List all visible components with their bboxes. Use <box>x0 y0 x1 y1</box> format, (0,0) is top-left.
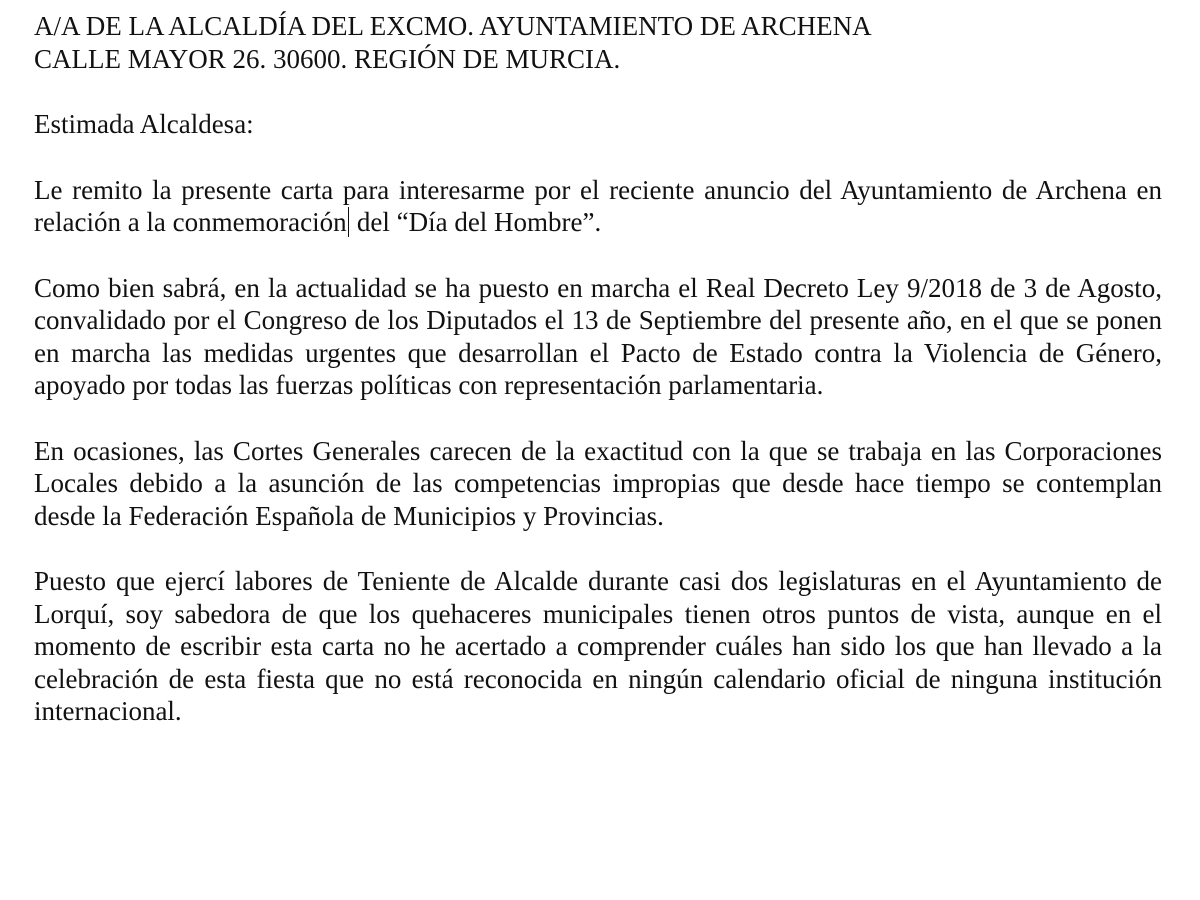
recipient-line: A/A DE LA ALCALDÍA DEL EXCMO. AYUNTAMIENTO DE ARCHENA <box>34 11 872 41</box>
letter-document <box>34 10 1162 728</box>
recipient-address <box>34 10 1162 75</box>
paragraph-1-text-after-cursor: del “Día del Hombre”. <box>350 207 602 237</box>
paragraph-1-text-before-cursor: Le remito la presente carta para interesarme por el reciente anuncio del Ayuntamiento de Archena en relación a la conmemoración <box>34 174 1162 237</box>
paragraph-1[interactable] <box>34 174 1162 239</box>
text-cursor <box>348 207 350 237</box>
paragraph-3[interactable]: En ocasiones, las Cortes Generales carecen de la exactitud con la que se trabaja en las Corporaciones Locales debido a la asunción de las competencias impropias que desde hace tiempo se contemplan desde la Federación Española de Municipios y Provincias. <box>34 435 1162 531</box>
address-line: CALLE MAYOR 26. 30600. REGIÓN DE MURCIA. <box>34 43 621 74</box>
paragraph-2[interactable]: Como bien sabrá, en la actualidad se ha puesto en marcha el Real Decreto Ley 9/2018 de 3 de Agosto, convalidado por el Congreso de los Diputados el 13 de Septiembre del presente año, en el que se ponen en marcha las medidas urgentes que desarrollan el Pacto de Estado contra la Violencia de Género, apoyado por todas las fuerzas políticas con representación parlamentaria. <box>34 272 1162 400</box>
paragraph-4[interactable]: Puesto que ejercí labores de Teniente de Alcalde durante casi dos legislaturas en el Ayuntamiento de Lorquí, soy sabedora de que los quehaceres municipales tienen otros puntos de vista, aunque en el momento de escribir esta carta no he acertado a comprender cuáles han sido los que han llevado a la celebración de esta fiesta que no está reconocida en ningún calendario oficial de ninguna institución internacional. <box>34 566 1162 726</box>
salutation: Estimada Alcaldesa: <box>34 109 254 139</box>
